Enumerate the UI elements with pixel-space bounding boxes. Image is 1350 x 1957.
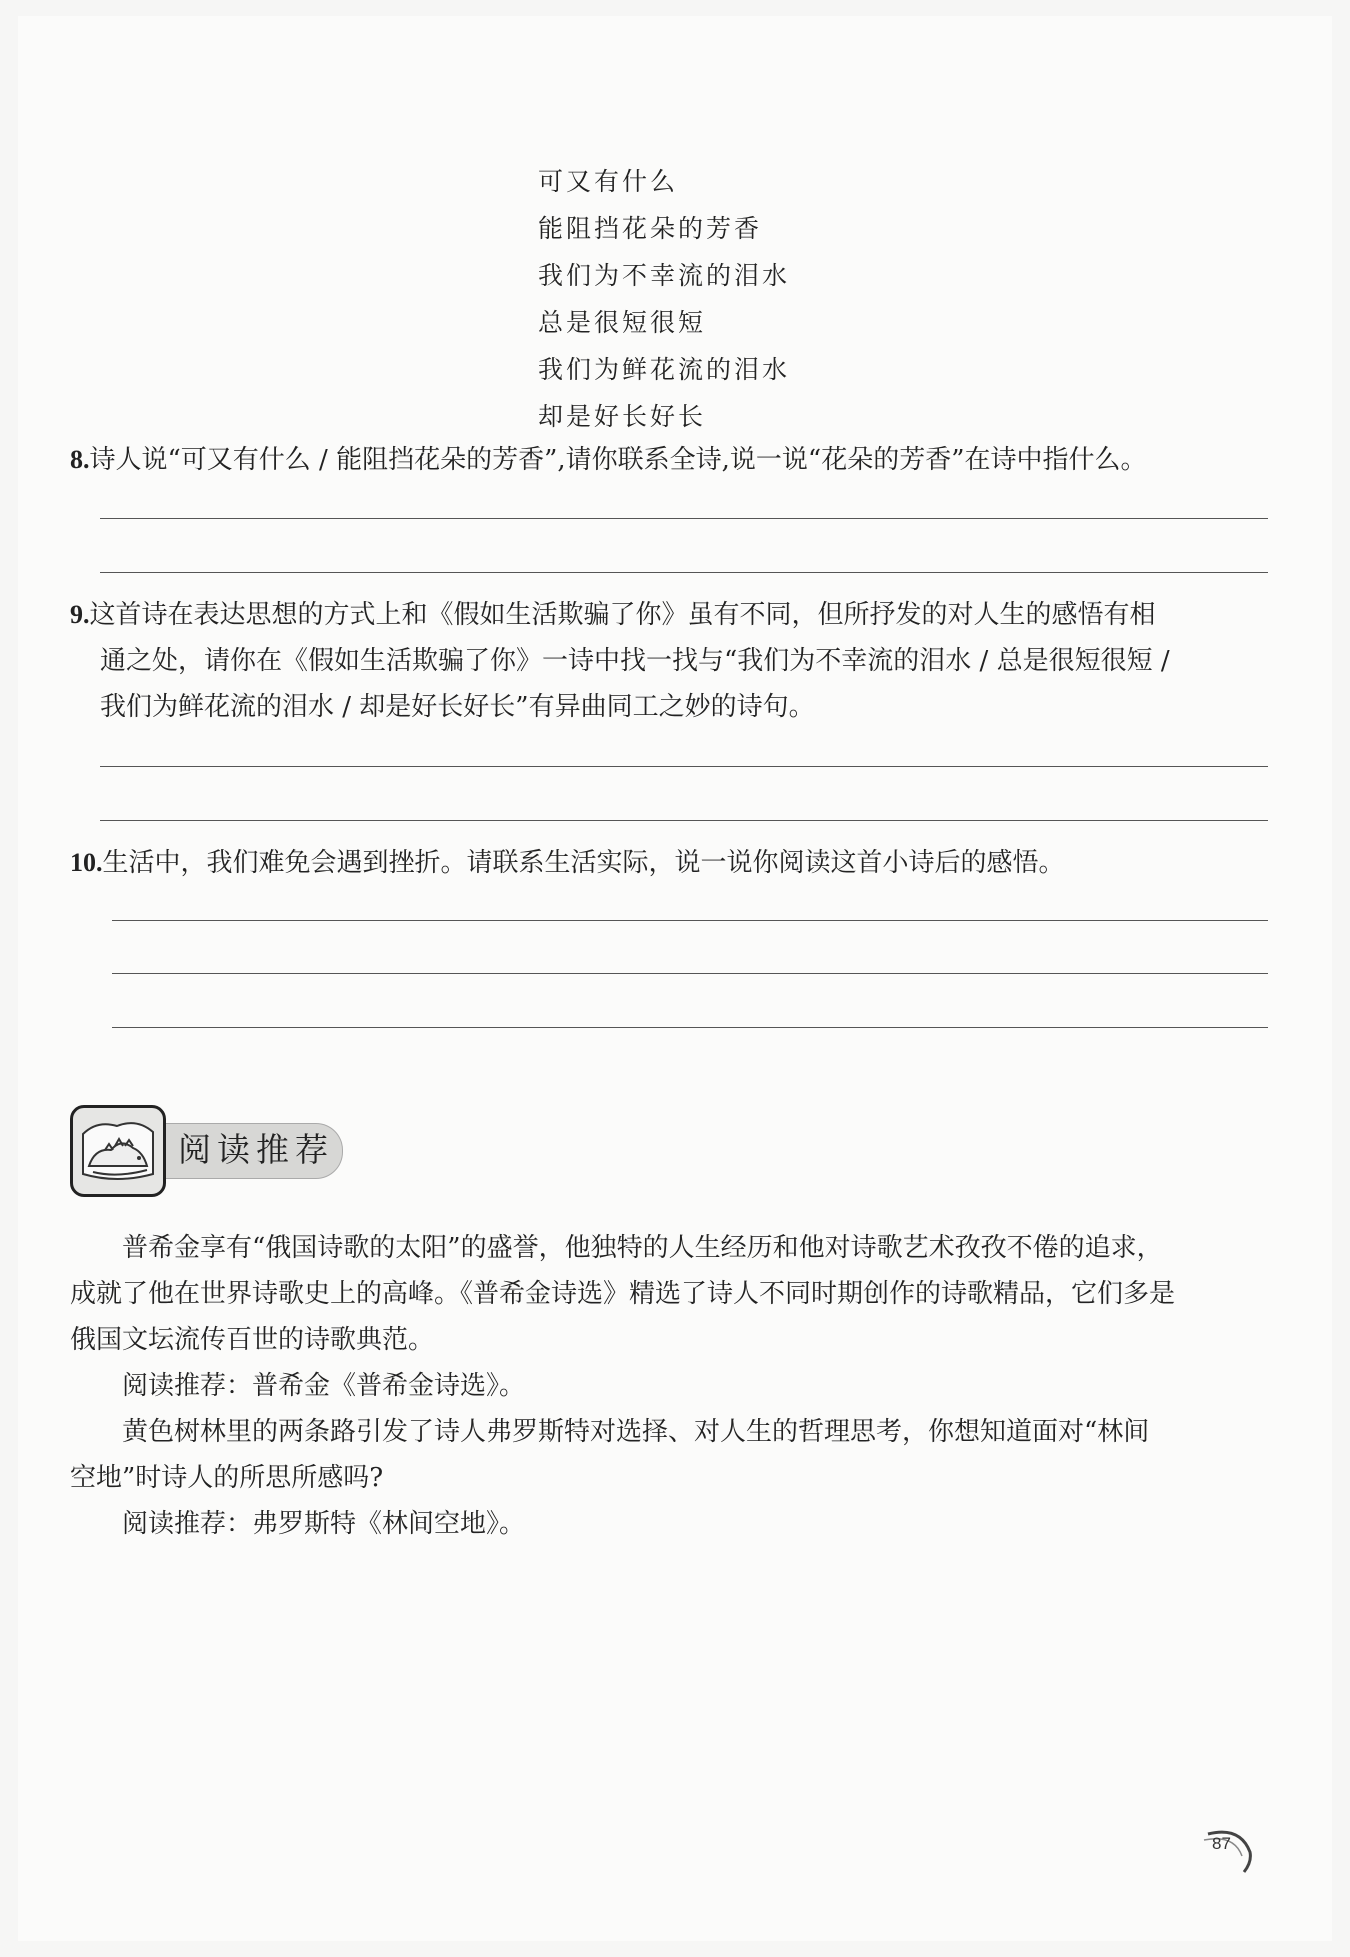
answer-line[interactable]: [112, 920, 1268, 921]
question-10: [70, 840, 1065, 886]
question-8: [70, 437, 1147, 483]
page-number: 87: [1212, 1834, 1231, 1853]
poem-line: 能阻挡花朵的芳香: [538, 214, 763, 243]
question-text: 我们为鲜花流的泪水 / 却是好长好长”有异曲同工之妙的诗句。: [100, 692, 815, 722]
question-number: 9.: [70, 600, 90, 629]
question-number: 8.: [70, 445, 90, 474]
answer-line[interactable]: [100, 518, 1268, 519]
question-text: 这首诗在表达思想的方式上和《假如生活欺骗了你》虽有不同，但所抒发的对人生的感悟有相: [89, 600, 1156, 630]
poem-line: 总是很短很短: [538, 308, 707, 337]
poem-excerpt: [538, 158, 790, 440]
recommend-text: 成就了他在世界诗歌史上的高峰。《普希金诗选》精选了诗人不同时期创作的诗歌精品，它们多是: [70, 1279, 1176, 1309]
recommend-text: 俄国文坛流传百世的诗歌典范。: [70, 1325, 435, 1355]
dinosaur-icon: [77, 1114, 159, 1188]
answer-line[interactable]: [100, 820, 1268, 821]
answer-line[interactable]: [100, 572, 1268, 573]
question-text: 通之处，请你在《假如生活欺骗了你》一诗中找一找与“我们为不幸流的泪水 / 总是很短很短 /: [100, 646, 1170, 676]
badge-icon-box: [70, 1105, 166, 1197]
recommend-text: 普希金享有“俄国诗歌的太阳”的盛誉，他独特的人生经历和他对诗歌艺术孜孜不倦的追求，: [70, 1233, 1163, 1263]
recommend-text: 空地”时诗人的所思所感吗?: [70, 1463, 384, 1493]
recommend-text: 阅读推荐：弗罗斯特《林间空地》。: [70, 1509, 526, 1539]
reading-recommendation-badge: [70, 1105, 350, 1195]
recommend-text: 阅读推荐：普希金《普希金诗选》。: [70, 1371, 526, 1401]
question-9: [70, 592, 1156, 638]
question-number: 10.: [70, 848, 103, 877]
poem-line: 我们为鲜花流的泪水: [538, 355, 791, 384]
poem-line: 却是好长好长: [538, 402, 707, 431]
question-text: 生活中，我们难免会遇到挫折。请联系生活实际，说一说你阅读这首小诗后的感悟。: [102, 848, 1065, 878]
recommend-text: 黄色树林里的两条路引发了诗人弗罗斯特对选择、对人生的哲理思考，你想知道面对“林间: [70, 1417, 1150, 1447]
answer-line[interactable]: [100, 766, 1268, 767]
answer-line[interactable]: [112, 973, 1268, 974]
section-title: 阅读推荐: [178, 1130, 334, 1169]
poem-line: 可又有什么: [538, 167, 679, 196]
question-text: 诗人说“可又有什么 / 能阻挡花朵的芳香”,请你联系全诗,说一说“花朵的芳香”在诗中指什么。: [89, 445, 1147, 475]
poem-line: 我们为不幸流的泪水: [538, 261, 791, 290]
answer-line[interactable]: [112, 1027, 1268, 1028]
